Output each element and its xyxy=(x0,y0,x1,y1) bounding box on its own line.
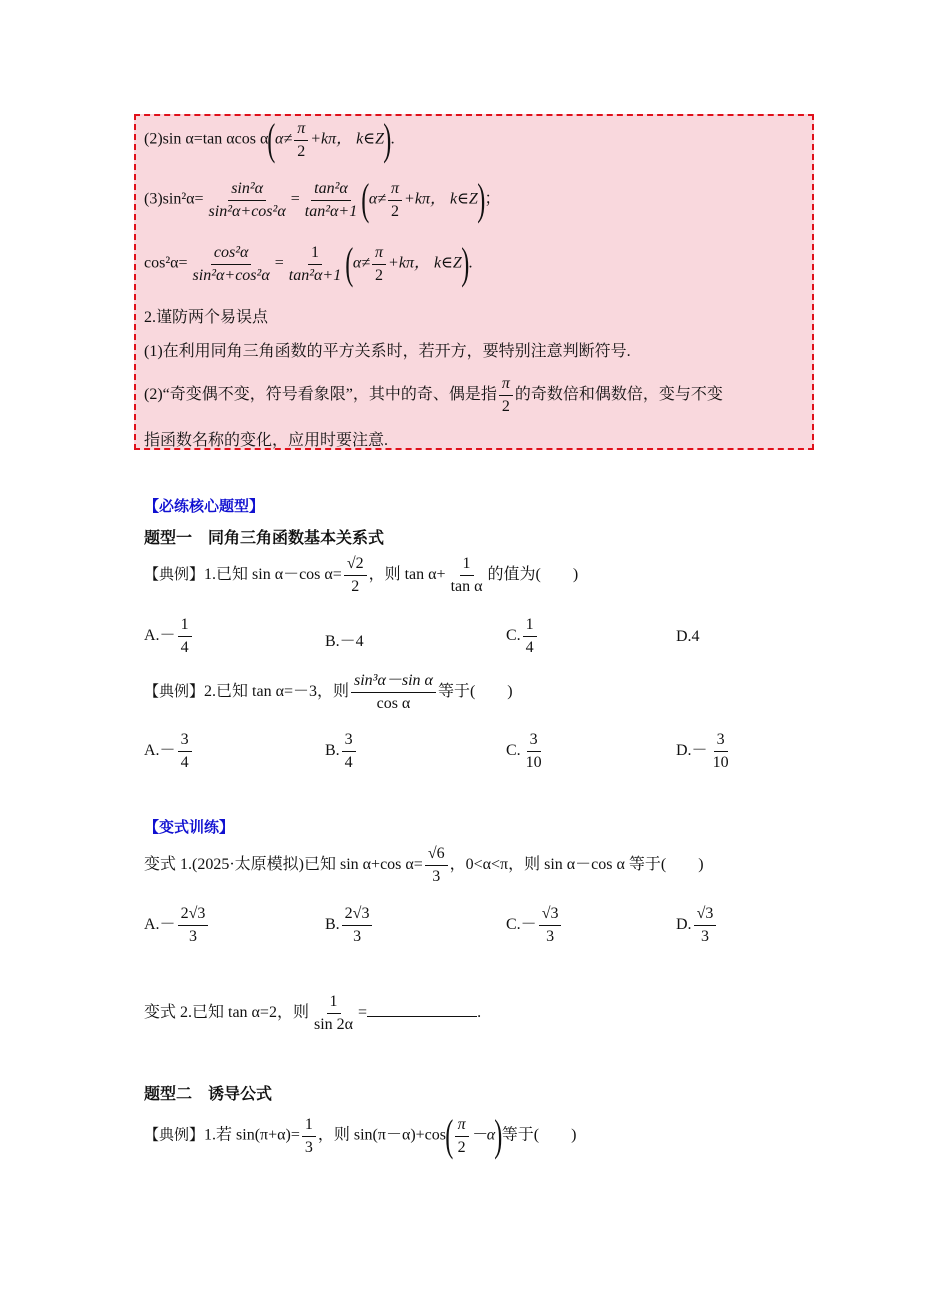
example-2: 【典例】2.已知 tan α=－3，则 $\frac{\text{sin³α－sin α}}{\text{cos α}}$ 等于( ) xyxy=(144,672,513,712)
pi-over-2: $\frac{\pi}{2}$ xyxy=(388,180,402,220)
section-tag-variant: 【变式训练】 xyxy=(144,818,235,836)
answer-blank[interactable] xyxy=(367,1000,477,1017)
formula-2: (2)sin α=tan αcos α(α≠ $\frac{\pi}{2}$ +kπ， k∈Z). xyxy=(144,115,395,164)
variant-1: 变式 1.(2025·太原模拟)已知 sin α+cos α= $\frac{√6}{3}$ ，0<α<π，则 sin α－cos α 等于( ) xyxy=(144,845,704,885)
sqrt2-over-2: $\frac{√2}{2}$ xyxy=(344,555,367,595)
pi-over-2: $\frac{\pi}{2}$ xyxy=(455,1116,469,1156)
left-paren: ( xyxy=(267,115,276,164)
item2-1: (1)在利用同角三角函数的平方关系时，若开方，要特别注意判断符号. xyxy=(144,343,631,360)
right-paren: ) xyxy=(383,115,392,164)
option-c[interactable]: C.－ $\frac{√3}{3}$ xyxy=(506,905,563,945)
option-d[interactable]: D. $\frac{√3}{3}$ xyxy=(676,905,718,945)
option-d[interactable]: D.4 xyxy=(676,628,700,645)
option-a[interactable]: A.－ $\frac{1}{4}$ xyxy=(144,616,194,656)
item2-2-cont: 指函数名称的变化，应用时要注意. xyxy=(144,432,389,449)
sin3-minus-sin-over-cos: $\frac{\text{sin³α－sin α}}{\text{cos α}}$ xyxy=(351,672,436,712)
one-over-sin2a: $\frac{1}{\sin 2\alpha}$ xyxy=(313,993,354,1033)
option-c[interactable]: C. $\frac{1}{4}$ xyxy=(506,616,539,656)
option-d[interactable]: D.－ $\frac{3}{10}$ xyxy=(676,731,729,771)
tan2-over-tan2plus1: $\frac{\text{tan²α}}{\text{tan²α+1}}$ xyxy=(304,179,358,220)
one-over-tan: $\frac{1}{\text{tan α}}$ xyxy=(450,555,483,595)
section-tag: 【必练核心题型】 xyxy=(144,497,265,515)
pi-over-2: $\frac{\pi}{2}$ xyxy=(294,120,308,160)
variant-2: 变式 2.已知 tan α=2，则 $\frac{1}{\sin 2\alpha}$ = . xyxy=(144,993,482,1033)
sin2-over-sum: $\frac{\text{sin²α}}{\text{sin²α+cos²α}}$ xyxy=(208,179,286,220)
pi-over-2: $\frac{\pi}{2}$ xyxy=(499,375,513,415)
section-title: 题型一 同角三角函数基本关系式 xyxy=(144,528,385,547)
option-b[interactable]: B. $\frac{3}{4}$ xyxy=(325,731,358,771)
pi-over-2: $\frac{\pi}{2}$ xyxy=(372,244,386,284)
example-3: 【典例】1.若 sin(π+α)= $\frac{1}{3}$ ，则 sin(π－α)+cos( $\frac{\pi}{2}$ －α)等于( ) xyxy=(144,1111,577,1160)
one-over-3: $\frac{1}{3}$ xyxy=(302,1116,316,1156)
option-c[interactable]: C. $\frac{3}{10}$ xyxy=(506,731,542,771)
option-b[interactable]: B. $\frac{2√3}{3}$ xyxy=(325,905,374,945)
formula-cos: cos²α= $\frac{\text{cos²α}}{\text{sin²α+cos²α}}$ = $\frac{1}{\text{tan²α+1}}$ (α≠ $\frac{\pi}{2}$ +kπ， k∈Z). xyxy=(144,239,473,288)
option-a[interactable]: A.－ $\frac{3}{4}$ xyxy=(144,731,194,771)
item2-title: 2.谨防两个易误点 xyxy=(144,309,269,326)
one-over-tan2plus1: $\frac{1}{\text{tan²α+1}}$ xyxy=(288,243,342,284)
option-b[interactable]: B.－4 xyxy=(325,633,364,650)
formula-3: (3)sin²α= $\frac{\text{sin²α}}{\text{sin²α+cos²α}}$ = $\frac{\text{tan²α}}{\text{tan²α+1}}$ (α≠ $\frac{\pi}{2}$ +kπ， k∈Z)； xyxy=(144,175,501,224)
cos2-over-sum: $\frac{\text{cos²α}}{\text{sin²α+cos²α}}$ xyxy=(192,243,270,284)
option-a[interactable]: A.－ $\frac{2√3}{3}$ xyxy=(144,905,210,945)
section-title-2: 题型二 诱导公式 xyxy=(144,1084,273,1103)
example-1: 【典例】1.已知 sin α－cos α= $\frac{√2}{2}$ ，则 tan α+ $\frac{1}{\text{tan α}}$ 的值为( ) xyxy=(144,555,579,595)
item2-2: (2)“奇变偶不变，符号看象限”，其中的奇、偶是指 $\frac{\pi}{2}$ 的奇数倍和偶数倍，变与不变 xyxy=(144,375,723,415)
sqrt6-over-3: $\frac{√6}{3}$ xyxy=(425,845,448,885)
